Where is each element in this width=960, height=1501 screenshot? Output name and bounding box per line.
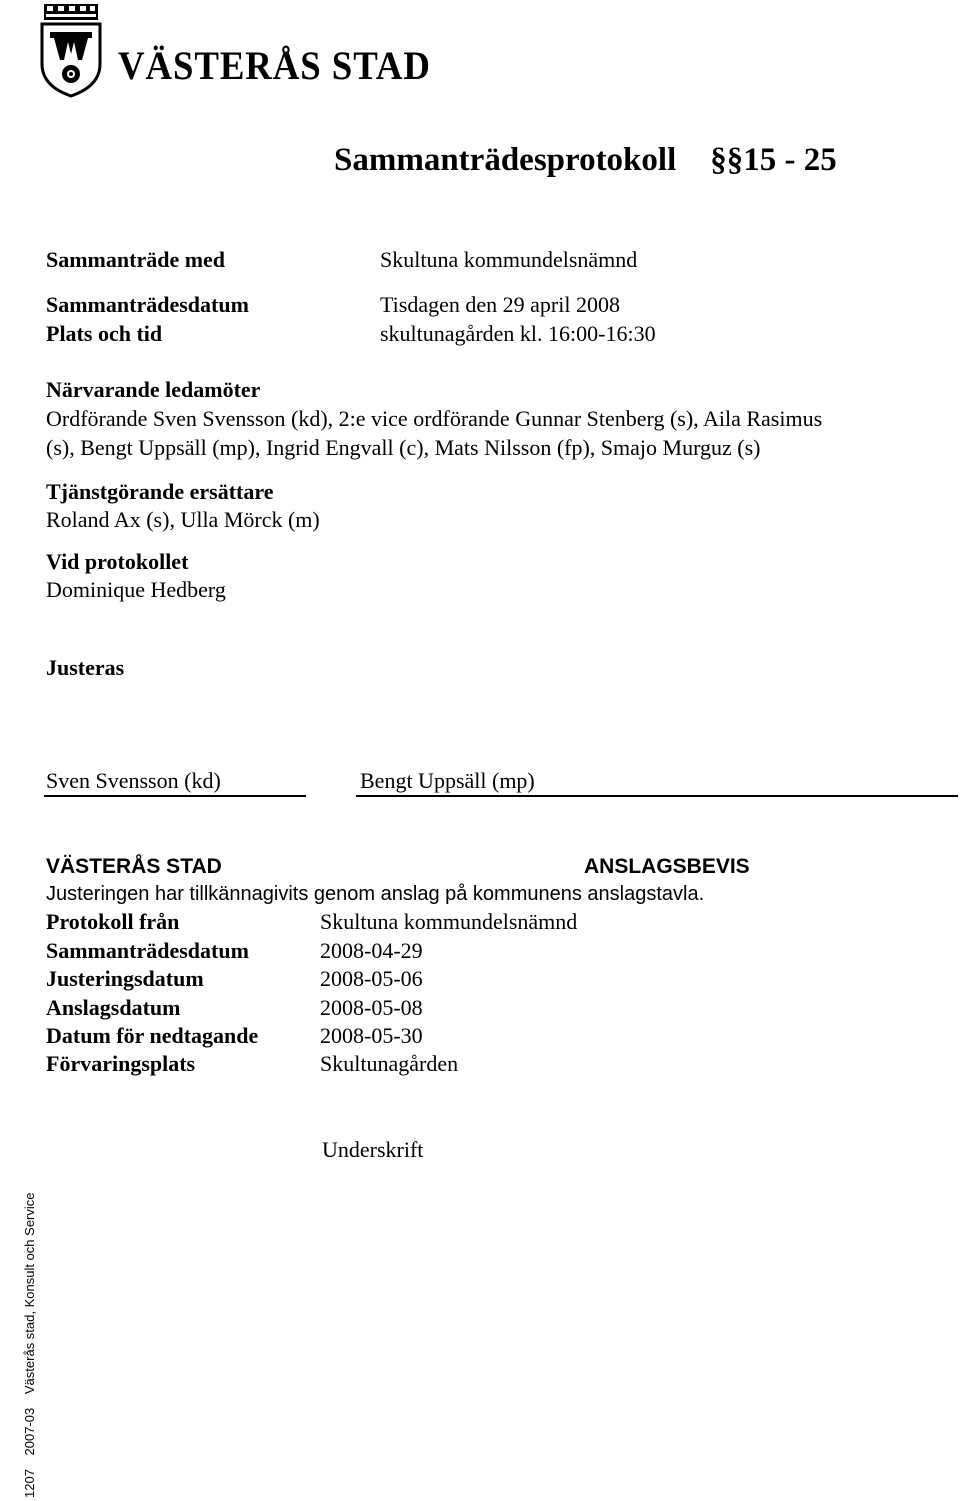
title-text: Sammanträdesprotokoll	[334, 142, 677, 178]
minutes-heading: Vid protokollet	[46, 549, 189, 574]
signer-2-name: Bengt Uppsäll (mp)	[360, 768, 535, 793]
notice-row-label: Protokoll från	[46, 909, 180, 934]
meeting-with-label: Sammanträde med	[46, 247, 226, 272]
notice-row-value: 2008-05-30	[320, 1023, 423, 1048]
notice-row-label: Förvaringsplats	[46, 1051, 196, 1076]
notice-row-value: Skultuna kommundelsnämnd	[320, 909, 578, 934]
minutes-value: Dominique Hedberg	[46, 577, 226, 602]
notice-row-value: Skultunagården	[320, 1051, 459, 1076]
notice-row-value: 2008-05-08	[320, 995, 423, 1020]
substitutes-heading: Tjänstgörande ersättare	[46, 479, 274, 504]
notice-heading: ANSLAGSBEVIS	[584, 855, 750, 878]
form-date: 2007-03	[22, 1407, 37, 1456]
signature-line-1	[44, 795, 306, 797]
notice-org: VÄSTERÅS STAD	[46, 855, 222, 878]
adjusted-heading: Justeras	[46, 655, 125, 680]
meeting-with-value: Skultuna kommundelsnämnd	[380, 247, 638, 272]
meeting-place-value: skultunagården kl. 16:00-16:30	[380, 321, 656, 346]
signature-label: Underskrift	[322, 1137, 424, 1162]
logo-wordmark: VÄSTERÅS STAD	[118, 43, 431, 88]
section-range: §§15 - 25	[710, 142, 837, 178]
signature-line-2	[356, 795, 958, 797]
notice-row-value: 2008-05-06	[320, 966, 423, 991]
present-heading: Närvarande ledamöter	[46, 377, 261, 402]
notice-row-label: Anslagsdatum	[46, 995, 181, 1020]
meeting-date-label: Sammanträdesdatum	[46, 292, 249, 317]
present-line-1: Ordförande Sven Svensson (kd), 2:e vice ordförande Gunnar Stenberg (s), Aila Rasimus	[46, 406, 823, 431]
notice-row-label: Justeringsdatum	[46, 966, 204, 991]
substitutes-value: Roland Ax (s), Ulla Mörck (m)	[46, 507, 320, 532]
form-footer	[22, 1183, 38, 1499]
notice-row-value: 2008-04-29	[320, 938, 423, 963]
signer-1-name: Sven Svensson (kd)	[46, 768, 221, 793]
form-number: 1207	[22, 1469, 37, 1498]
notice-row-label: Datum för nedtagande	[46, 1023, 259, 1048]
coat-of-arms-icon	[38, 2, 104, 98]
page-title	[334, 140, 837, 180]
meeting-place-label: Plats och tid	[46, 321, 163, 346]
form-publisher: Västerås stad, Konsult och Service	[22, 1192, 37, 1395]
present-line-2: (s), Bengt Uppsäll (mp), Ingrid Engvall (c), Mats Nilsson (fp), Smajo Murguz (s)	[46, 435, 761, 460]
meeting-date-value: Tisdagen den 29 april 2008	[380, 292, 620, 317]
notice-row-label: Sammanträdesdatum	[46, 938, 249, 963]
notice-statement: Justeringen har tillkännagivits genom anslag på kommunens anslagstavla.	[46, 883, 705, 905]
